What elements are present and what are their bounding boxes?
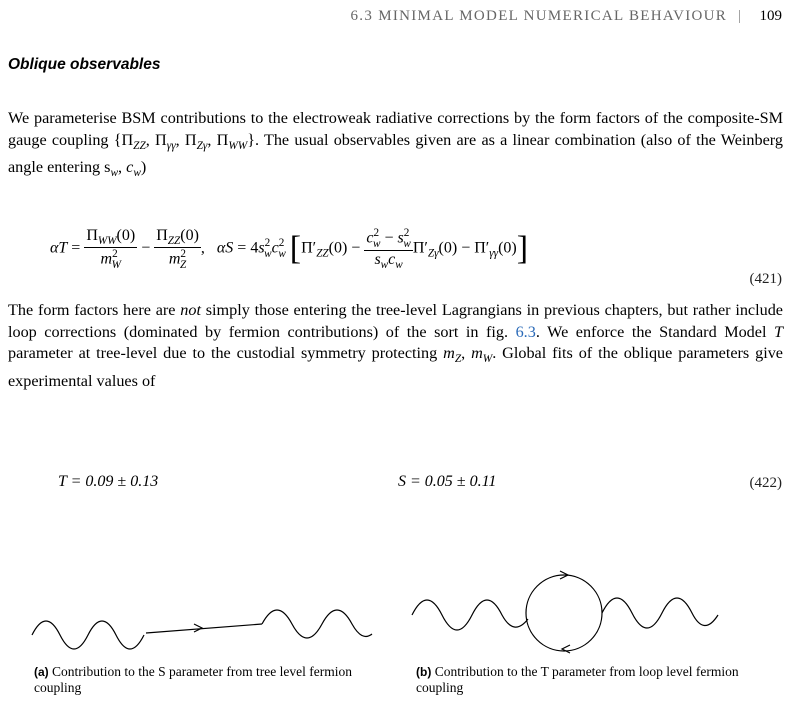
ff-not: not [180, 301, 201, 319]
frac-pizz: $\frac{\Pi_{ZZ}(0)}{m^2_Z}$ [156, 227, 199, 271]
page-number: 109 [759, 8, 782, 24]
caption-a [34, 664, 374, 696]
equation-number-421: (421) [749, 271, 782, 287]
ff-text-3: . We enforce the Standard Model [535, 322, 774, 341]
frac-piww: $\frac{\Pi_{WW}(0)}{m^2_W}$ [86, 227, 136, 271]
intro-text-b: }. The usual observables given are as a linear combination (also of the Weinberg angle entering s [8, 130, 783, 177]
photon-line-right [602, 598, 718, 628]
running-title: 6.3 MINIMAL MODEL NUMERICAL BEHAVIOUR [350, 8, 728, 24]
caption-b-text: Contribution to the T parameter from loop level fermion coupling [416, 664, 739, 695]
intro-text-a: We parameterise BSM contributions to the electroweak radiative corrections by the form factors of the composite-SM gauge coupling {Π [8, 109, 783, 149]
diagram-tree-level [30, 600, 380, 660]
fermion-arrow [194, 624, 202, 632]
fermion-loop [526, 575, 602, 651]
intro-text-c: ) [140, 158, 147, 177]
equation-422-T: T = 0.09 ± 0.13 [58, 473, 159, 490]
caption-a-text: Contribution to the S parameter from tree level fermion coupling [34, 664, 352, 695]
header-separator: | [738, 8, 743, 24]
ff-text-1: The form factors here are [8, 301, 181, 319]
ff-text-2: simply those entering the tree-level Lagrangians in previous chapters, but rather include loop corrections (dominated by fermion contributions) of the sort in fig. [8, 301, 783, 341]
equation-422-S: S = 0.05 ± 0.11 [398, 473, 497, 490]
loop-arrow-bottom [562, 645, 570, 653]
ff-T: T [773, 322, 783, 341]
caption-b-label: (b) [416, 665, 432, 679]
equation-number-422: (422) [749, 475, 782, 491]
ff-text-4: parameter at tree-level due to the custodial symmetry protecting [8, 344, 444, 363]
ff-text-5: . Global fits of the oblique parameters give experimental values of [8, 344, 783, 391]
running-header [351, 8, 783, 25]
figure-ref-link[interactable]: 6.3 [515, 322, 536, 341]
paragraph-form-factors: The form factors here are not simply those entering the tree-level Lagrangians in previous chapters, but rather include loop corrections (dominated by fermion contributions) of the sort in fig. 6.3. We enforce the Standard Model T parameter at tree-level due to the custodial symmetry protecting $m_Z$, $m_W$. Global fits of the oblique parameters give experimental values of [8, 301, 783, 391]
diagram-loop-level [408, 553, 738, 663]
photon-line-left [32, 621, 144, 649]
section-title: Oblique observables [8, 56, 161, 73]
equation-421: αT = $\frac{\Pi_{WW}(0)}{m^2_W}$ − $\frac{\Pi_{ZZ}(0)}{m^2_Z}$ , $\alpha S = 4s^2_wc^2_w$ [$\Pi'_{ZZ}(0)$ − $\frac{c^2_w - s^2_w}{s_wc_w}$ $\Pi'_{Z\gamma}(0) - \Pi'_{\gamma\gamma}(0)$] [50, 227, 529, 271]
caption-a-label: (a) [34, 665, 49, 679]
fermion-line [146, 624, 262, 633]
photon-line-right [262, 610, 372, 638]
caption-b [416, 664, 746, 696]
photon-line-left [412, 600, 528, 630]
frac-cs: $\frac{c^2_w - s^2_w}{s_wc_w}$ [366, 227, 411, 271]
paragraph-intro: We parameterise BSM contributions to the electroweak radiative corrections by the form factors of the composite-SM gauge coupling {$\Pi_{ZZ}$, $\Pi_{\gamma\gamma}$, $\Pi_{Z\gamma}$, $\Pi_{WW}$}. The usual observables given are as a linear combination (also of the Weinberg angle entering $s_w$, $c_w$) [8, 109, 783, 180]
